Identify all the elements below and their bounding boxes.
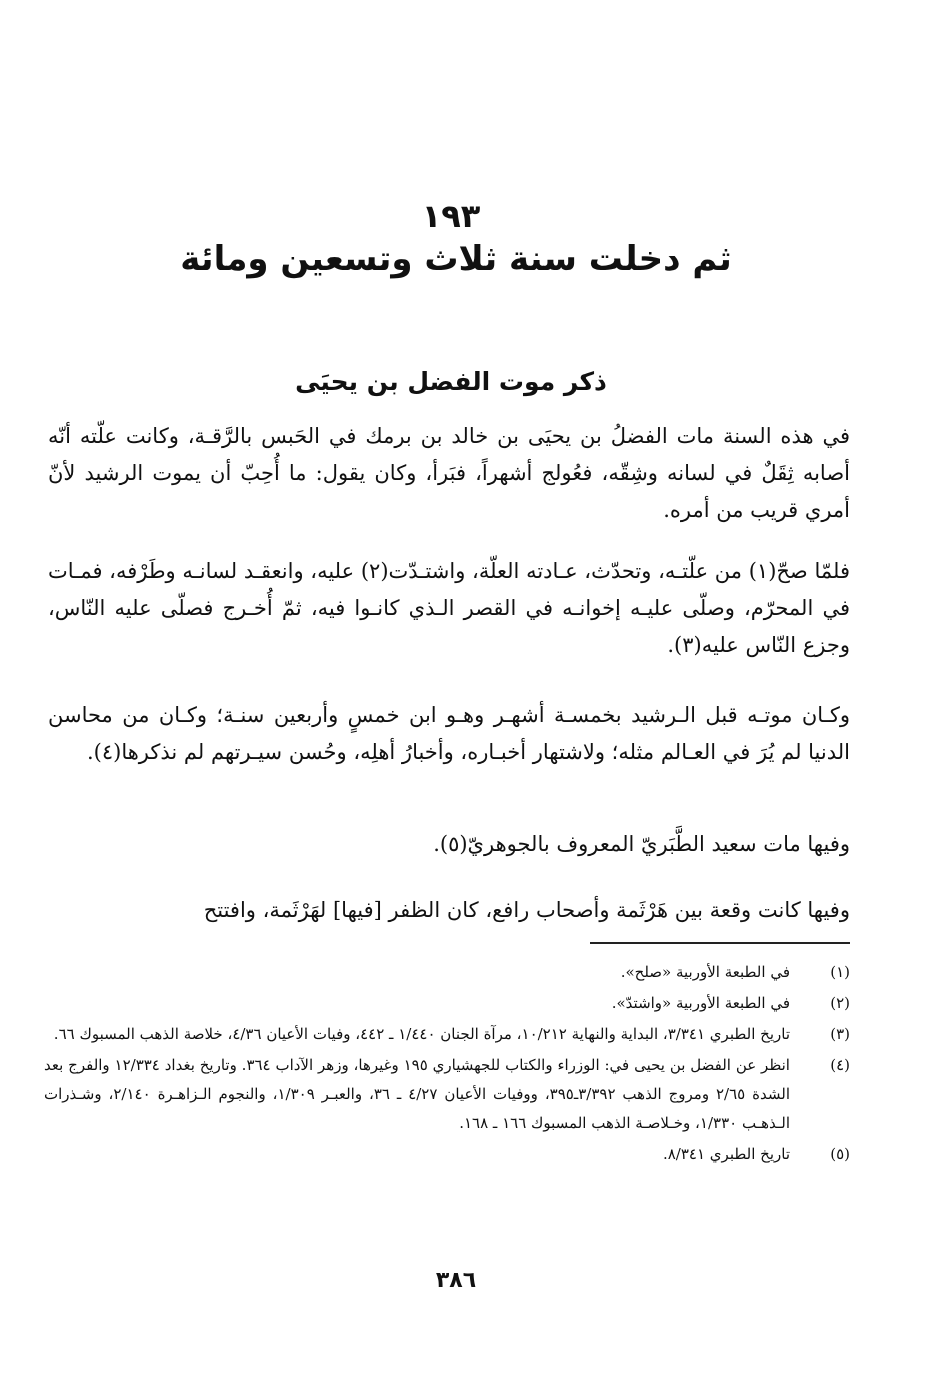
footnote-1: [44, 958, 850, 987]
footnote-text: تاريخ الطبري ٨/٣٤١.: [662, 1145, 790, 1163]
year-number: ١٩٣: [421, 197, 481, 235]
chapter-title: ثم دخلت سنة ثلاث وتسعين ومائة: [180, 239, 732, 279]
footnote-3: [44, 1020, 850, 1049]
footnote-text: انظر عن الفضل بن يحيى في: الوزراء والكتاب للجهشياري ١٩٥ وغيرها، وزهر الآداب ٣٦٤. وتاريخ بغداد ١٢/٣٣٤ والفرج بعد الشدة ٢/٦٥ ومروج الذهب ٣/٣٩٢ـ٣٩٥، ووفيات الأعيان ٤/٢٧ ـ ٣٦، والعبـر ١/٣٠٩، والنجوم الـزاهـرة ٢/١٤٠، وشـذرات الـذهـب ١/٣٣٠، وخـلاصـة الذهب المسبوك ١٦٦ ـ ١٦٨.: [44, 1056, 790, 1132]
section-heading: ذكر موت الفضل بن يحيَى: [295, 367, 607, 396]
footnote-divider: [590, 942, 850, 944]
footnote-number: (١): [830, 963, 850, 981]
footnote-text: في الطبعة الأوربية «صلح».: [620, 963, 790, 981]
footnote-2: [44, 989, 850, 1018]
body-paragraph-1: في هذه السنة مات الفضلُ بن يحيَى بن خالد بن برمك في الحَبس بالرَّقـة، وكانت علّته أنّه أصابه ثِقَلٌ في لسانه وشِقّه، فعُولج أشهراً، فبَرأ، وكان يقول: ما أُحِبّ أن يموت الرشيد لأنّ أمري قريب من أمره.: [48, 424, 850, 522]
footnote-number: (٥): [830, 1145, 850, 1163]
footnote-text: تاريخ الطبري ٣/٣٤١، البداية والنهاية ١٠/٢١٢، مرآة الجنان ١/٤٤٠ ـ ٤٤٢، وفيات الأعيان ٤/٣٦، خلاصة الذهب المسبوك ٦٦.: [53, 1025, 790, 1043]
footnote-5: [44, 1140, 850, 1169]
page-number: ٣٨٦: [435, 1268, 477, 1293]
body-paragraph-3: وكـان موتـه قبل الـرشيد بخمسـة أشهـر وهـو ابن خمسٍ وأربعين سنـة؛ وكـان من محاسن الدنيا لم يُرَ في العـالم مثله؛ ولاشتهار أخبـاره، وأخبارُ أهلِه، وحُسن سيـرتهم لم نذكرها(٤).: [48, 703, 850, 764]
body-paragraph-2: فلمّا صحّ(١) من علّتـه، وتحدّث، عـادته العلّة، واشتـدّت(٢) عليه، وانعقـد لسانـه وطَرْفه، فمـات في المحرّم، وصلّى عليـه إخوانـه في القصر الـذي كانـوا فيه، ثمّ أُخـرج فصلّى عليه النّاس، وجزع النّاس عليه(٣).: [48, 559, 850, 657]
footnote-4: [44, 1051, 850, 1138]
body-paragraph-4: وفيها مات سعيد الطَّبَريّ المعروف بالجوهريّ(٥).: [433, 832, 850, 856]
footnote-text: في الطبعة الأوربية «واشتدّ».: [611, 994, 790, 1012]
footnote-number: (٤): [830, 1056, 850, 1074]
footnotes: [44, 958, 850, 1171]
footnote-number: (٣): [830, 1025, 850, 1043]
footnote-number: (٢): [830, 994, 850, 1012]
body-paragraph-5: وفيها كانت وقعة بين هَرْثَمة وأصحاب رافع، كان الظفر [فيها] لهَرْثَمة، وافتتح: [203, 898, 850, 922]
